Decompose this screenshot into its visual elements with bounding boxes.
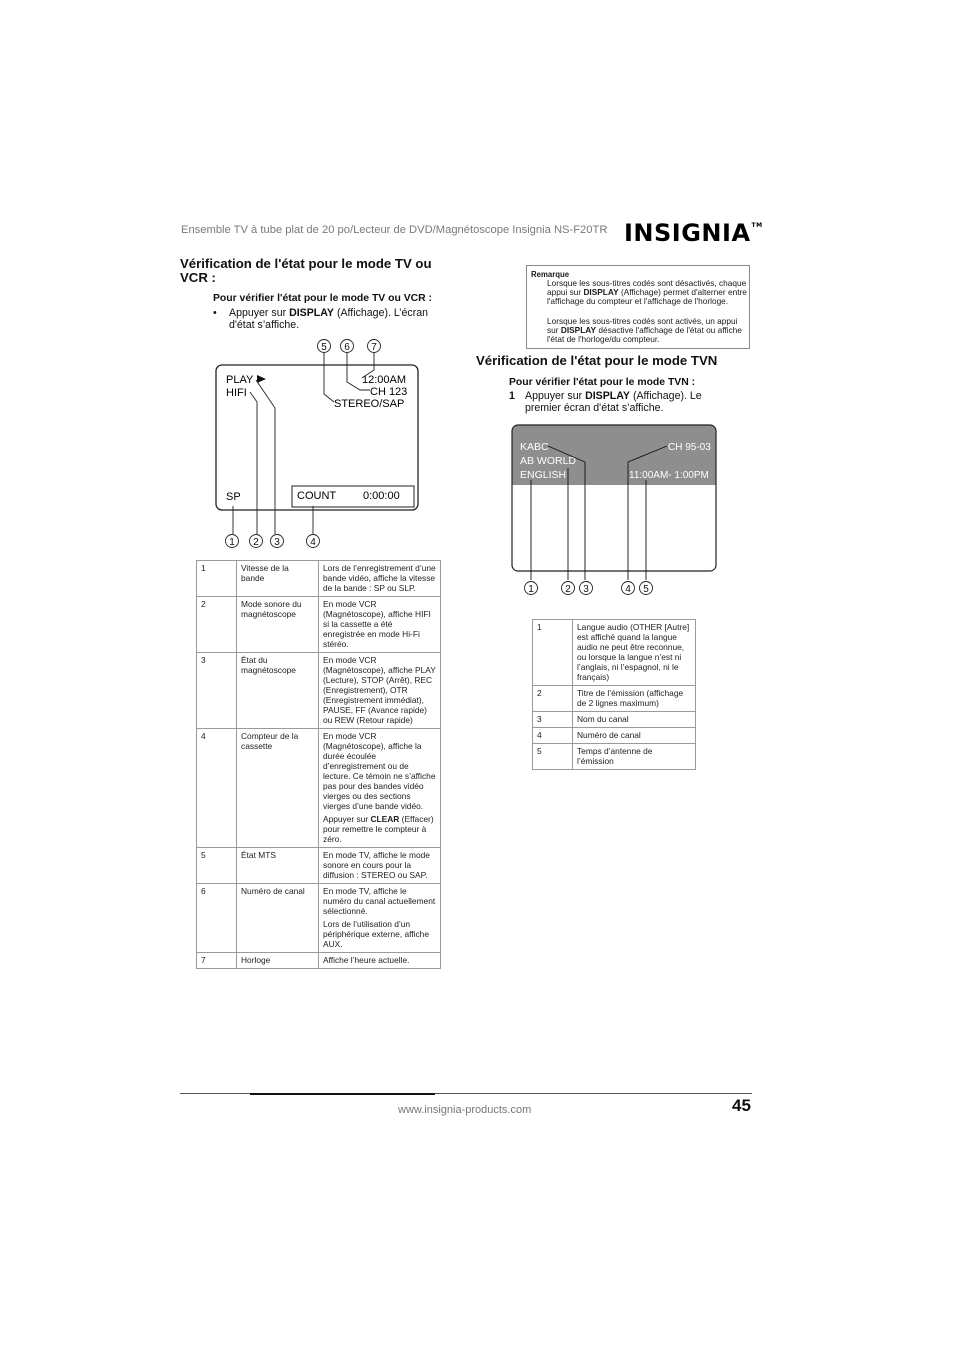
table-row: [533, 620, 696, 686]
row-number: 6: [197, 884, 237, 953]
callout-4-num: 4: [310, 537, 316, 548]
logo-trademark: TM: [751, 222, 763, 229]
brand-logo: [624, 219, 763, 247]
note-label: Remarque: [531, 270, 570, 279]
row-item: État du magnétoscope: [237, 653, 319, 729]
bullet-text-post: (Affichage). L’écran d'état s’affiche.: [229, 307, 429, 331]
station-label: KABC: [520, 441, 549, 453]
channel-label: CH 123: [370, 386, 408, 398]
row-number: 3: [197, 653, 237, 729]
play-label: PLAY: [226, 374, 254, 386]
note-paragraph-2: [547, 317, 747, 345]
step-number: 1: [509, 390, 515, 402]
note-p1-post: (Affichage) permet d'alterner entre l'affichage du compteur et l'affichage de l'horloge.: [547, 287, 747, 307]
count-value: 0:00:00: [363, 490, 400, 502]
callout-7-num: 7: [371, 342, 377, 353]
subheading-tvn: Pour vérifier l'état pour le mode TVN :: [509, 377, 696, 388]
table-row: [533, 712, 696, 728]
row-item: Numéro de canal: [237, 884, 319, 953]
tvn-channel-label: CH 95-03: [668, 442, 711, 453]
bullet-key: DISPLAY: [289, 307, 335, 319]
note-p2-post: désactive l'affichage de l'état ou affiche l'état de l'horloge/du compteur.: [547, 325, 742, 345]
tvn-callout-5-num: 5: [643, 584, 649, 595]
count-label: COUNT: [297, 490, 337, 502]
tvn-callout-4-num: 4: [625, 584, 631, 595]
callout-2-num: 2: [253, 537, 259, 548]
row-description: Titre de l’émission (affichage de 2 lignes maximum): [573, 686, 696, 712]
speed-label: SP: [226, 491, 241, 503]
row-item: Mode sonore du magnétoscope: [237, 597, 319, 653]
row-extra-key: CLEAR: [370, 814, 400, 824]
subheading-tv-vcr: Pour vérifier l'état pour le mode TV ou VCR :: [213, 293, 432, 304]
row-desc-text: Lors de l’enregistrement d’une bande vidéo, affiche la vitesse de la bande : SP ou SLP.: [323, 563, 436, 593]
row-desc-text: En mode VCR (Magnétoscope), affiche HIFI si la cassette a été enregistrée en mode Hi-Fi stéréo.: [323, 599, 431, 649]
tvn-status-diagram: [505, 420, 725, 605]
callout-3-num: 3: [274, 537, 280, 548]
table-row: [197, 653, 441, 729]
note-p1-key: DISPLAY: [583, 287, 619, 298]
row-description: Langue audio (OTHER [Autre] est affiché quand la langue audio ne peut être reconnue, ou lorsque la langue n’est ni l’anglais, ni l’espagnol, ni le français): [573, 620, 696, 686]
step-key: DISPLAY: [585, 390, 631, 402]
table-row: [197, 953, 441, 969]
note-box: [526, 265, 750, 349]
footer-url: www.insignia-products.com: [398, 1104, 532, 1116]
callout-5-num: 5: [321, 342, 327, 353]
row-description: [319, 953, 441, 969]
stereo-label: STEREO/SAP: [334, 398, 405, 410]
callout-1-num: 1: [229, 537, 235, 548]
row-description: Numéro de canal: [573, 728, 696, 744]
row-number: 4: [533, 728, 573, 744]
row-desc-text: En mode VCR (Magnétoscope), affiche PLAY (Lecture), STOP (Arrêt), REC (Enregistrement), OTR (Enregistrement immédiat), PAUSE, FF (Avance rapide) ou REW (Retour rapide): [323, 655, 436, 725]
row-description: Nom du canal: [573, 712, 696, 728]
row-desc-text: En mode TV, affiche le numéro du canal actuellement sélectionné.: [323, 886, 436, 916]
note-p2-pre: Lorsque les sous-titres codés sont activés, un appui sur: [547, 316, 738, 336]
row-desc-text: En mode VCR (Magnétoscope), affiche la durée écoulée d’enregistrement ou de lecture. Ce témoin ne s’affiche pas pour des bandes vidéo vierges ou des sections vierges d’une bande vidéo.: [323, 731, 436, 811]
bullet-text-pre: Appuyer sur: [229, 307, 290, 319]
hifi-label: HIFI: [226, 387, 247, 399]
row-description: [319, 884, 441, 953]
row-description: [319, 653, 441, 729]
footer-rule-accent: [250, 1093, 435, 1095]
section-heading-tv-vcr: Vérification de l'état pour le mode TV ou VCR :: [180, 256, 432, 285]
row-number: 7: [197, 953, 237, 969]
vcr-status-table: [196, 560, 441, 969]
tvn-callout-3-num: 3: [583, 584, 589, 595]
callout-6-num: 6: [344, 342, 350, 353]
row-number: 2: [533, 686, 573, 712]
program-title-label: AB WORLD: [520, 455, 577, 467]
table-row: [197, 729, 441, 848]
airtime-label: 11:00AM- 1:00PM: [629, 470, 709, 481]
row-number: 1: [197, 561, 237, 597]
vcr-status-diagram: [200, 330, 430, 555]
step-text-post: (Affichage). Le premier écran d'état s’affiche.: [525, 390, 702, 414]
row-extra-post: (Effacer) pour remettre le compteur à zéro.: [323, 814, 434, 844]
section-heading-tvn: Vérification de l'état pour le mode TVN: [476, 353, 718, 368]
row-number: 5: [533, 744, 573, 770]
note-p2-key: DISPLAY: [560, 325, 597, 336]
row-description: Temps d’antenne de l’émission: [573, 744, 696, 770]
note-paragraph-1: [547, 279, 747, 307]
table-row: [197, 561, 441, 597]
instruction-bullet: [213, 307, 453, 331]
running-header: Ensemble TV à tube plat de 20 po/Lecteur de DVD/Magnétoscope Insignia NS-F20TR: [181, 224, 608, 236]
logo-text: INSIGNIA: [624, 219, 751, 247]
row-description: [319, 561, 441, 597]
row-extra-text: Appuyer sur: [323, 814, 371, 824]
row-item: Compteur de la cassette: [237, 729, 319, 848]
row-description: [319, 729, 441, 848]
tvn-callout-2-num: 2: [565, 584, 571, 595]
table-row: [533, 728, 696, 744]
row-desc-text: Affiche l’heure actuelle.: [323, 955, 410, 965]
table-row: [197, 597, 441, 653]
row-extra-text: Lors de l’utilisation d’un périphérique externe, affiche AUX.: [323, 919, 429, 949]
page-number: 45: [732, 1096, 751, 1115]
tvn-status-table: [532, 619, 696, 770]
row-number: 5: [197, 848, 237, 884]
table-row: [197, 884, 441, 953]
row-description: [319, 848, 441, 884]
row-desc-text: En mode TV, affiche le mode sonore en cours pour la diffusion : STEREO ou SAP.: [323, 850, 430, 880]
clock-label: 12:00AM: [362, 374, 407, 386]
note-p1-pre: Lorsque les sous-titres codés sont désactivés, chaque appui sur: [547, 278, 747, 298]
table-row: [533, 744, 696, 770]
language-label: ENGLISH: [520, 469, 567, 481]
instruction-step-1: [509, 390, 729, 414]
row-number: 2: [197, 597, 237, 653]
bullet-marker: •: [213, 307, 217, 319]
row-description: [319, 597, 441, 653]
row-extra: [323, 814, 436, 844]
tvn-callout-1-num: 1: [528, 584, 534, 595]
row-item: État MTS: [237, 848, 319, 884]
row-item: Vitesse de la bande: [237, 561, 319, 597]
row-item: Horloge: [237, 953, 319, 969]
row-number: 3: [533, 712, 573, 728]
table-row: [533, 686, 696, 712]
row-number: 1: [533, 620, 573, 686]
row-extra: [323, 919, 436, 949]
step-text-pre: Appuyer sur: [525, 390, 586, 402]
table-row: [197, 848, 441, 884]
row-number: 4: [197, 729, 237, 848]
